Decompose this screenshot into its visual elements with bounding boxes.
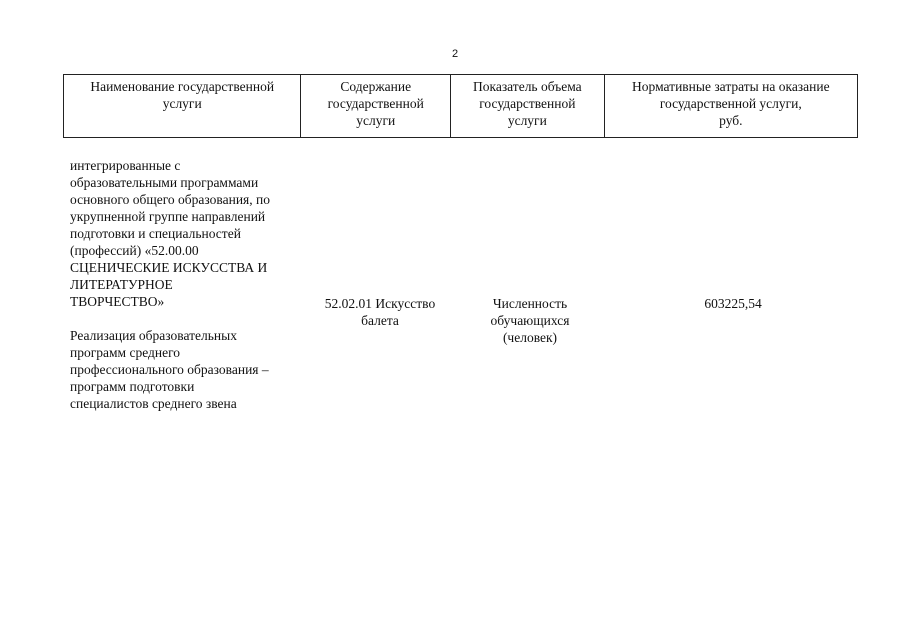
header-normative-costs-text: Нормативные затраты на оказание государственной услуги, руб.	[632, 79, 830, 128]
header-volume-indicator-text: Показатель объема государственной услуги	[472, 79, 582, 128]
service-name-text: Реализация образовательных программ среднего профессионального образования – программ подготовки специалистов среднего звена	[70, 328, 269, 411]
table-header	[63, 74, 858, 138]
header-service-content-text: Содержание государственной услуги	[327, 79, 424, 128]
continued-service-text: интегрированные с образовательными программами основного общего образования, по укрупненной группе направлений подготовки и специальностей (профессий) «52.00.00 СЦЕНИЧЕСКИЕ ИСКУССТВА И ЛИТЕРАТУРНОЕ ТВОРЧЕСТВО»	[70, 158, 270, 309]
volume-indicator-cell: Численность обучающихся (человек)	[490, 296, 570, 345]
header-service-name	[64, 75, 301, 137]
page-number: 2	[451, 48, 459, 60]
normative-cost-cell: 603225,54	[704, 296, 762, 311]
header-service-name-text: Наименование государственной услуги	[90, 79, 275, 111]
service-name-cell	[70, 140, 310, 429]
header-volume-indicator	[451, 75, 605, 137]
service-content-cell: 52.02.01 Искусство балета	[324, 296, 436, 328]
header-normative-costs	[605, 75, 857, 137]
header-service-content	[301, 75, 451, 137]
